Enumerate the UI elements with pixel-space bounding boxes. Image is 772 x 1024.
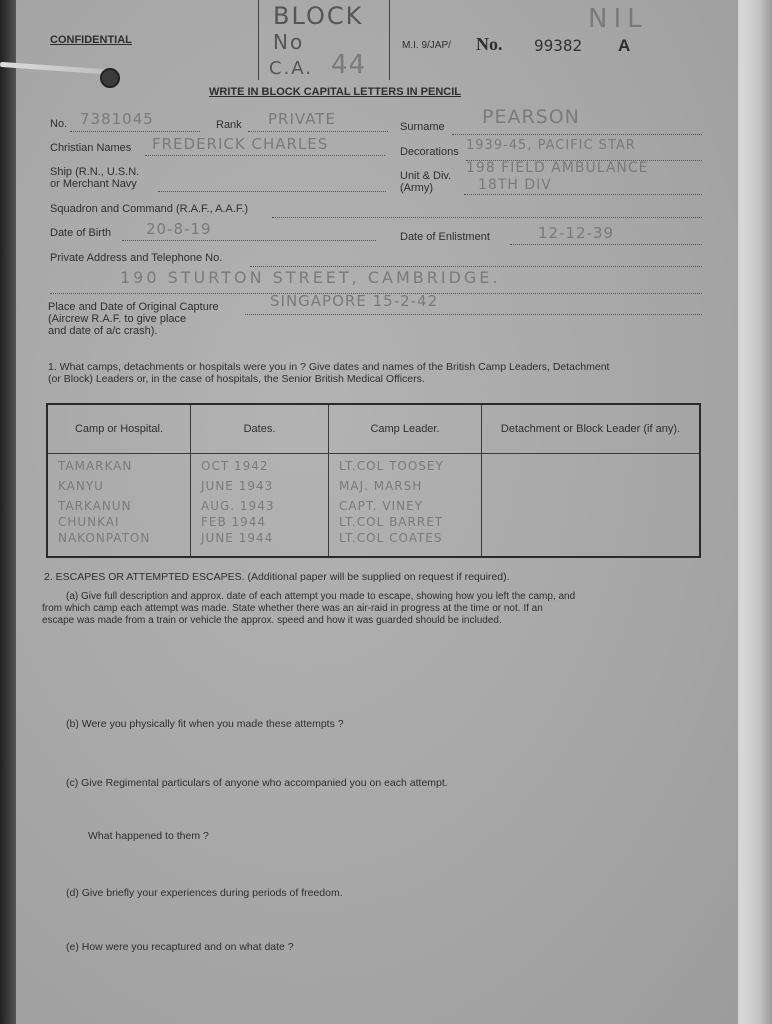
- table-cell: CHUNKAI: [58, 515, 120, 529]
- date-cells: [191, 454, 329, 558]
- rank-label: Rank: [216, 119, 242, 131]
- col-detachment-leader: Detachment or Block Leader (if any).: [482, 404, 701, 454]
- surname-value: PEARSON: [482, 106, 580, 128]
- table-cell: LT.COL BARRET: [339, 515, 444, 529]
- address-value: 190 STURTON STREET, CAMBRIDGE.: [120, 268, 501, 287]
- rank-line: [248, 131, 388, 132]
- q2d-text: (d) Give briefly your experiences during periods of freedom.: [66, 887, 343, 899]
- ship-line: [158, 191, 386, 192]
- squadron-line: [272, 217, 702, 218]
- q2c-text: (c) Give Regimental particulars of anyone who accompanied you on each attempt.: [66, 777, 448, 789]
- form-reference: M.I. 9/JAP/: [402, 40, 451, 51]
- table-cell: [492, 456, 689, 476]
- q2c-followup: What happened to them ?: [88, 830, 209, 842]
- camps-table-body: [47, 454, 700, 558]
- address-line-1: [250, 266, 702, 267]
- col-dates: Dates.: [191, 404, 329, 454]
- no-line: [70, 131, 200, 132]
- pencil-instruction: WRITE IN BLOCK CAPITAL LETTERS IN PENCIL: [209, 86, 461, 98]
- table-cell: LT.COL TOOSEY: [339, 459, 444, 473]
- leader-cells: [329, 454, 482, 558]
- stamp-ca: C.A.: [269, 58, 314, 79]
- no-value: 7381045: [80, 110, 154, 128]
- camps-table: [46, 403, 701, 558]
- dob-label: Date of Birth: [50, 227, 112, 239]
- capture-label-3: and date of a/c crash).: [48, 325, 158, 337]
- unit-value-1: 198 FIELD AMBULANCE: [466, 160, 649, 176]
- camps-table-header: [47, 404, 700, 454]
- q1-text-line1: 1. What camps, detachments or hospitals were you in ? Give dates and names of the British Camp Leaders, Detachment: [48, 361, 610, 373]
- q2a-line1: (a) Give full description and approx. date of each attempt you made to escape, showing how you left the camp, and: [66, 591, 576, 602]
- table-cell: AUG. 1943: [201, 499, 275, 513]
- address-label: Private Address and Telephone No.: [50, 252, 223, 264]
- col-camp-leader: Camp Leader.: [329, 404, 482, 454]
- q2b-text: (b) Were you physically fit when you made these attempts ?: [66, 718, 344, 730]
- capture-label-2: (Aircrew R.A.F. to give place: [48, 313, 187, 325]
- q2a-line3: escape was made from a train or vehicle the approx. speed and how it was guarded should be included.: [42, 615, 502, 626]
- ship-label-1: Ship (R.N., U.S.N.: [50, 166, 140, 178]
- camp-cells: [47, 454, 191, 558]
- stamp-block: BLOCK: [273, 2, 364, 30]
- unit-line: [464, 194, 702, 195]
- table-cell: JUNE 1943: [201, 479, 274, 493]
- unit-label-1: Unit & Div.: [400, 170, 452, 182]
- decorations-label: Decorations: [400, 146, 459, 158]
- table-cell: NAKONPATON: [58, 531, 151, 545]
- handwritten-nil: NIL: [588, 4, 648, 34]
- enlistment-value: 12-12-39: [538, 224, 615, 242]
- block-stamp: [258, 0, 390, 80]
- confidential-label: CONFIDENTIAL: [50, 34, 132, 46]
- capture-value: SINGAPORE 15-2-42: [270, 292, 439, 310]
- surname-line: [452, 134, 702, 135]
- table-cell: CAPT. VINEY: [339, 499, 423, 513]
- table-cell: LT.COL COATES: [339, 531, 443, 545]
- stamp-handwritten-number: 44: [331, 50, 367, 80]
- enlistment-label: Date of Enlistment: [400, 231, 490, 243]
- q2-title: 2. ESCAPES OR ATTEMPTED ESCAPES. (Additional paper will be supplied on request if required).: [44, 571, 510, 583]
- serial-suffix: A: [618, 36, 631, 55]
- dob-line: [122, 240, 376, 241]
- capture-label-1: Place and Date of Original Capture: [48, 301, 219, 313]
- decorations-value: 1939-45, PACIFIC STAR: [466, 138, 636, 153]
- q2a-line2: from which camp each attempt was made. State whether there was an air-raid in progress at the time or not. If an: [42, 603, 543, 614]
- table-cell: OCT 1942: [201, 459, 269, 473]
- table-cell: JUNE 1944: [201, 531, 274, 545]
- table-cell: FEB 1944: [201, 515, 267, 529]
- rank-value: PRIVATE: [268, 110, 336, 128]
- col-camp-or-hospital: Camp or Hospital.: [47, 404, 191, 454]
- capture-line: [245, 314, 702, 315]
- table-cell: TARKANUN: [58, 499, 132, 513]
- dob-value: 20-8-19: [146, 220, 212, 238]
- no-label: No.: [50, 118, 68, 130]
- eyelet-icon: [100, 68, 120, 88]
- unit-label-2: (Army): [400, 182, 433, 194]
- surname-label: Surname: [400, 121, 445, 133]
- table-cell: MAJ. MARSH: [339, 479, 423, 493]
- ship-label-2: or Merchant Navy: [50, 178, 137, 190]
- serial-no-label: No.: [476, 34, 503, 54]
- unit-value-2: 18TH DIV: [478, 177, 552, 193]
- christian-names-value: FREDERICK CHARLES: [152, 135, 329, 153]
- q2e-text: (e) How were you recaptured and on what date ?: [66, 941, 294, 953]
- christian-names-line: [145, 155, 385, 156]
- table-cell: TAMARKAN: [58, 459, 133, 473]
- stamp-no: No: [273, 30, 305, 54]
- detachment-cells: [482, 454, 701, 558]
- serial-number: 99382: [534, 36, 583, 55]
- enlistment-line: [510, 244, 702, 245]
- q1-text-line2: (or Block) Leaders or, in the case of hospitals, the Senior British Medical Officers.: [48, 373, 425, 385]
- squadron-label: Squadron and Command (R.A.F., A.A.F.): [50, 203, 249, 215]
- table-cell: KANYU: [58, 479, 104, 493]
- christian-names-label: Christian Names: [50, 142, 132, 154]
